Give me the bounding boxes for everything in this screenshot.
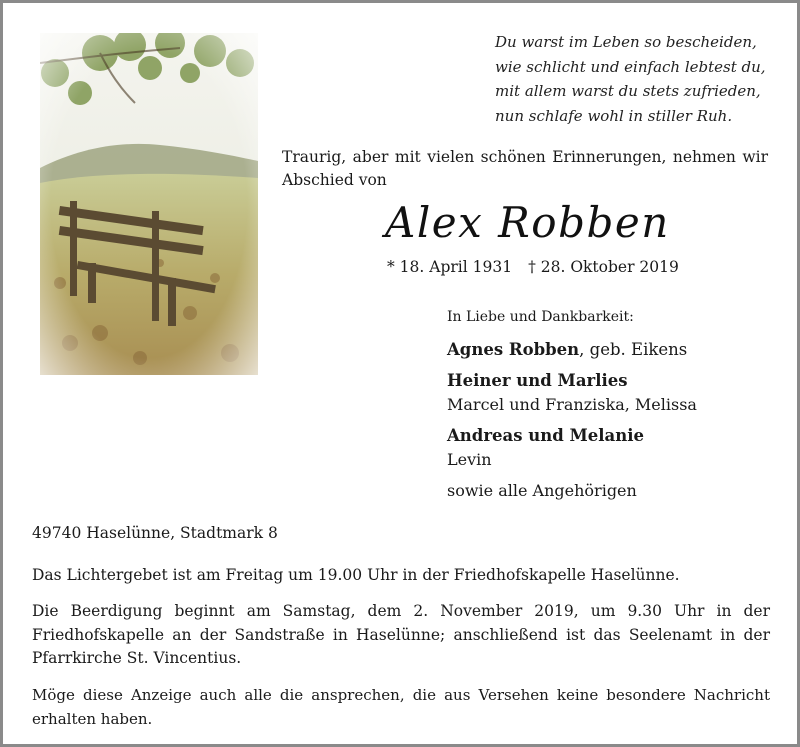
poem-line: wie schlicht und einfach lebtest du, [495,57,766,76]
poem-line: nun schlafe wohl in stiller Ruh. [495,106,733,125]
family-2-name: Heiner und Marlies [447,371,628,390]
poem [495,30,785,128]
address: 49740 Haselünne, Stadtmark 8 [32,524,278,542]
poem-line: Du warst im Leben so bescheiden, [495,33,757,51]
funeral-info: Die Beerdigung beginnt am Samstag, dem 2. November 2019, um 9.30 Uhr in der Friedhofskapelle an der Sandstraße in Haselünne; anschließend ist das Seelenamt in der Pfarrkirche St. Vincentius. [32,602,770,667]
evening-prayer-info: Das Lichtergebet ist am Freitag um 19.00 Uhr in der Friedhofskapelle Haselünne. [32,566,680,584]
deceased-name: Alex Robben [385,198,670,247]
family-2-members: Marcel und Franziska, Melissa [447,395,697,414]
other-relatives: sowie alle Angehörigen [447,481,637,500]
notice-info: Möge diese Anzeige auch alle die ansprechen, die aus Versehen keine besondere Nachricht erhalten haben. [32,686,770,728]
family-3-members: Levin [447,450,492,469]
birth-date: * 18. April 1931 [387,258,513,276]
family-1 [447,338,777,362]
intro-text: Traurig, aber mit vielen schönen Erinnerungen, nehmen wir Abschied von [282,148,768,189]
bench-photo [40,33,258,375]
life-dates [387,258,679,276]
poem-line: mit allem warst du stets zufrieden, [495,82,761,100]
family-3-name: Andreas und Melanie [447,426,645,445]
family-1-name: Agnes Robben [447,340,580,359]
mourners-list [447,306,777,503]
death-date: † 28. Oktober 2019 [528,258,679,276]
mourners-heading: In Liebe und Dankbarkeit: [447,309,634,325]
family-1-suffix: , geb. Eikens [579,340,688,359]
